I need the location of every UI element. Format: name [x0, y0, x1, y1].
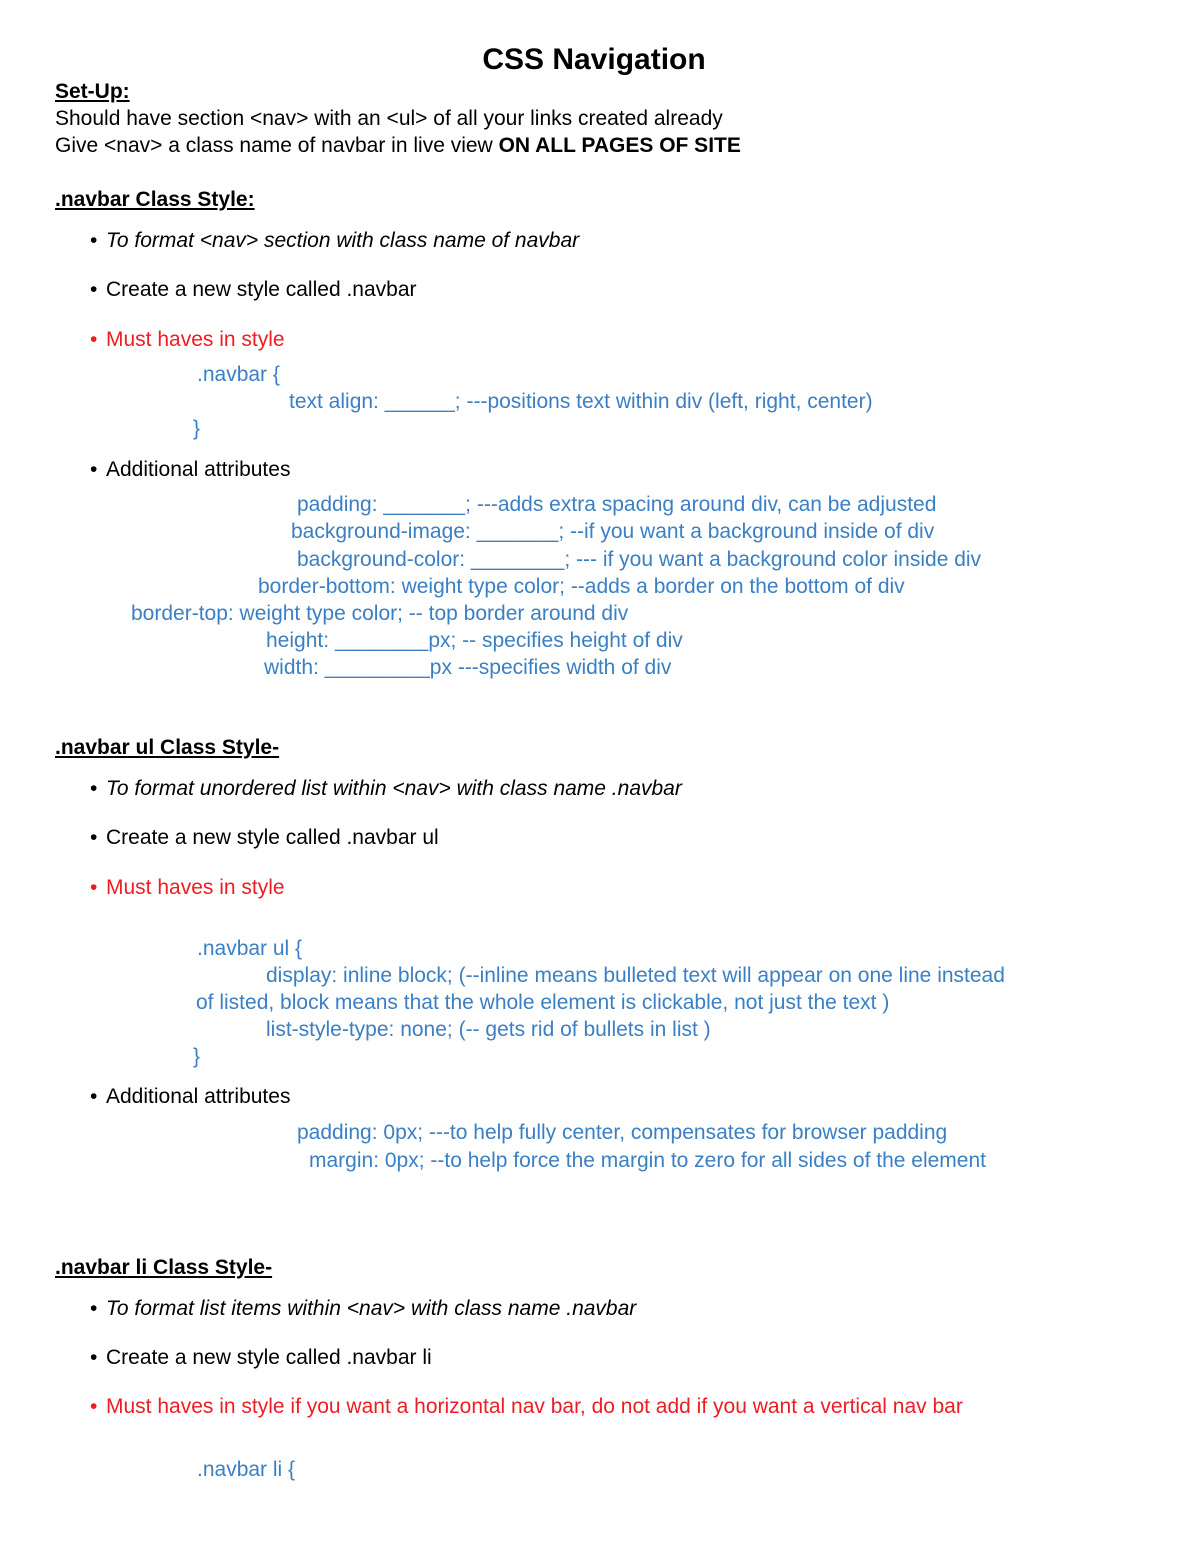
bullet: •	[90, 876, 98, 899]
navbar-attr: border-bottom: weight type color; --adds a border on the bottom of div	[258, 575, 905, 598]
bullet: •	[90, 777, 98, 800]
ul-code-line: of listed, block means that the whole element is clickable, not just the text )	[196, 991, 890, 1014]
bullet: •	[90, 1085, 98, 1108]
ul-bullet-3: Must haves in style	[106, 876, 285, 899]
ul-attr: padding: 0px; ---to help fully center, compensates for browser padding	[297, 1121, 948, 1144]
ul-code-close: }	[193, 1045, 201, 1068]
li-bullet-1: To format list items within <nav> with class name .navbar	[106, 1297, 637, 1320]
setup-line-1: Should have section <nav> with an <ul> of all your links created already	[55, 107, 723, 130]
ul-bullet-4: Additional attributes	[106, 1085, 291, 1108]
bullet: •	[90, 328, 98, 351]
setup-line-2-emphasis: ON ALL PAGES OF SITE	[498, 134, 741, 157]
li-bullet-2: Create a new style called .navbar li	[106, 1346, 432, 1369]
li-bullet-3: Must haves in style if you want a horizontal nav bar, do not add if you want a vertical nav bar	[106, 1395, 963, 1418]
setup-line-2	[55, 134, 741, 158]
navbar-code-line: text align: ______; ---positions text within div (left, right, center)	[289, 390, 873, 413]
navbar-bullet-1: To format <nav> section with class name of navbar	[106, 229, 580, 252]
navbar-code-close: }	[193, 417, 201, 440]
navbar-attr: width: _________px ---specifies width of div	[264, 656, 672, 679]
page-title: CSS Navigation	[482, 43, 706, 76]
ul-code-line: display: inline block; (--inline means bulleted text will appear on one line instead	[266, 964, 1005, 987]
navbar-attr: padding: _______; ---adds extra spacing around div, can be adjusted	[297, 493, 937, 516]
navbar-attr: border-top: weight type color; -- top border around div	[131, 602, 629, 625]
navbar-bullet-4: Additional attributes	[106, 458, 291, 481]
bullet: •	[90, 1395, 98, 1418]
ul-code-line: list-style-type: none; (-- gets rid of bullets in list )	[266, 1018, 711, 1041]
navbar-attr: background-image: _______; --if you want a background inside of div	[291, 520, 935, 543]
bullet: •	[90, 278, 98, 301]
ul-code-open: .navbar ul {	[197, 937, 303, 960]
bullet: •	[90, 1346, 98, 1369]
ul-bullet-1: To format unordered list within <nav> with class name .navbar	[106, 777, 682, 800]
navbar-bullet-3: Must haves in style	[106, 328, 285, 351]
navbar-attr: background-color: ________; --- if you want a background color inside div	[297, 548, 982, 571]
setup-heading: Set-Up:	[55, 80, 130, 103]
navbar-bullet-2: Create a new style called .navbar	[106, 278, 417, 301]
bullet: •	[90, 1297, 98, 1320]
bullet: •	[90, 229, 98, 252]
bullet: •	[90, 458, 98, 481]
ul-bullet-2: Create a new style called .navbar ul	[106, 826, 439, 849]
navbar-code-open: .navbar {	[197, 363, 280, 386]
navbar-section-heading: .navbar Class Style:	[55, 188, 255, 211]
li-code-open: .navbar li {	[197, 1458, 296, 1481]
ul-attr: margin: 0px; --to help force the margin to zero for all sides of the element	[309, 1149, 986, 1172]
li-section-heading: .navbar li Class Style-	[55, 1256, 273, 1279]
ul-section-heading: .navbar ul Class Style-	[55, 736, 280, 759]
bullet: •	[90, 826, 98, 849]
navbar-attr: height: ________px; -- specifies height of div	[266, 629, 683, 652]
setup-line-2-text: Give <nav> a class name of navbar in live view	[55, 134, 499, 157]
